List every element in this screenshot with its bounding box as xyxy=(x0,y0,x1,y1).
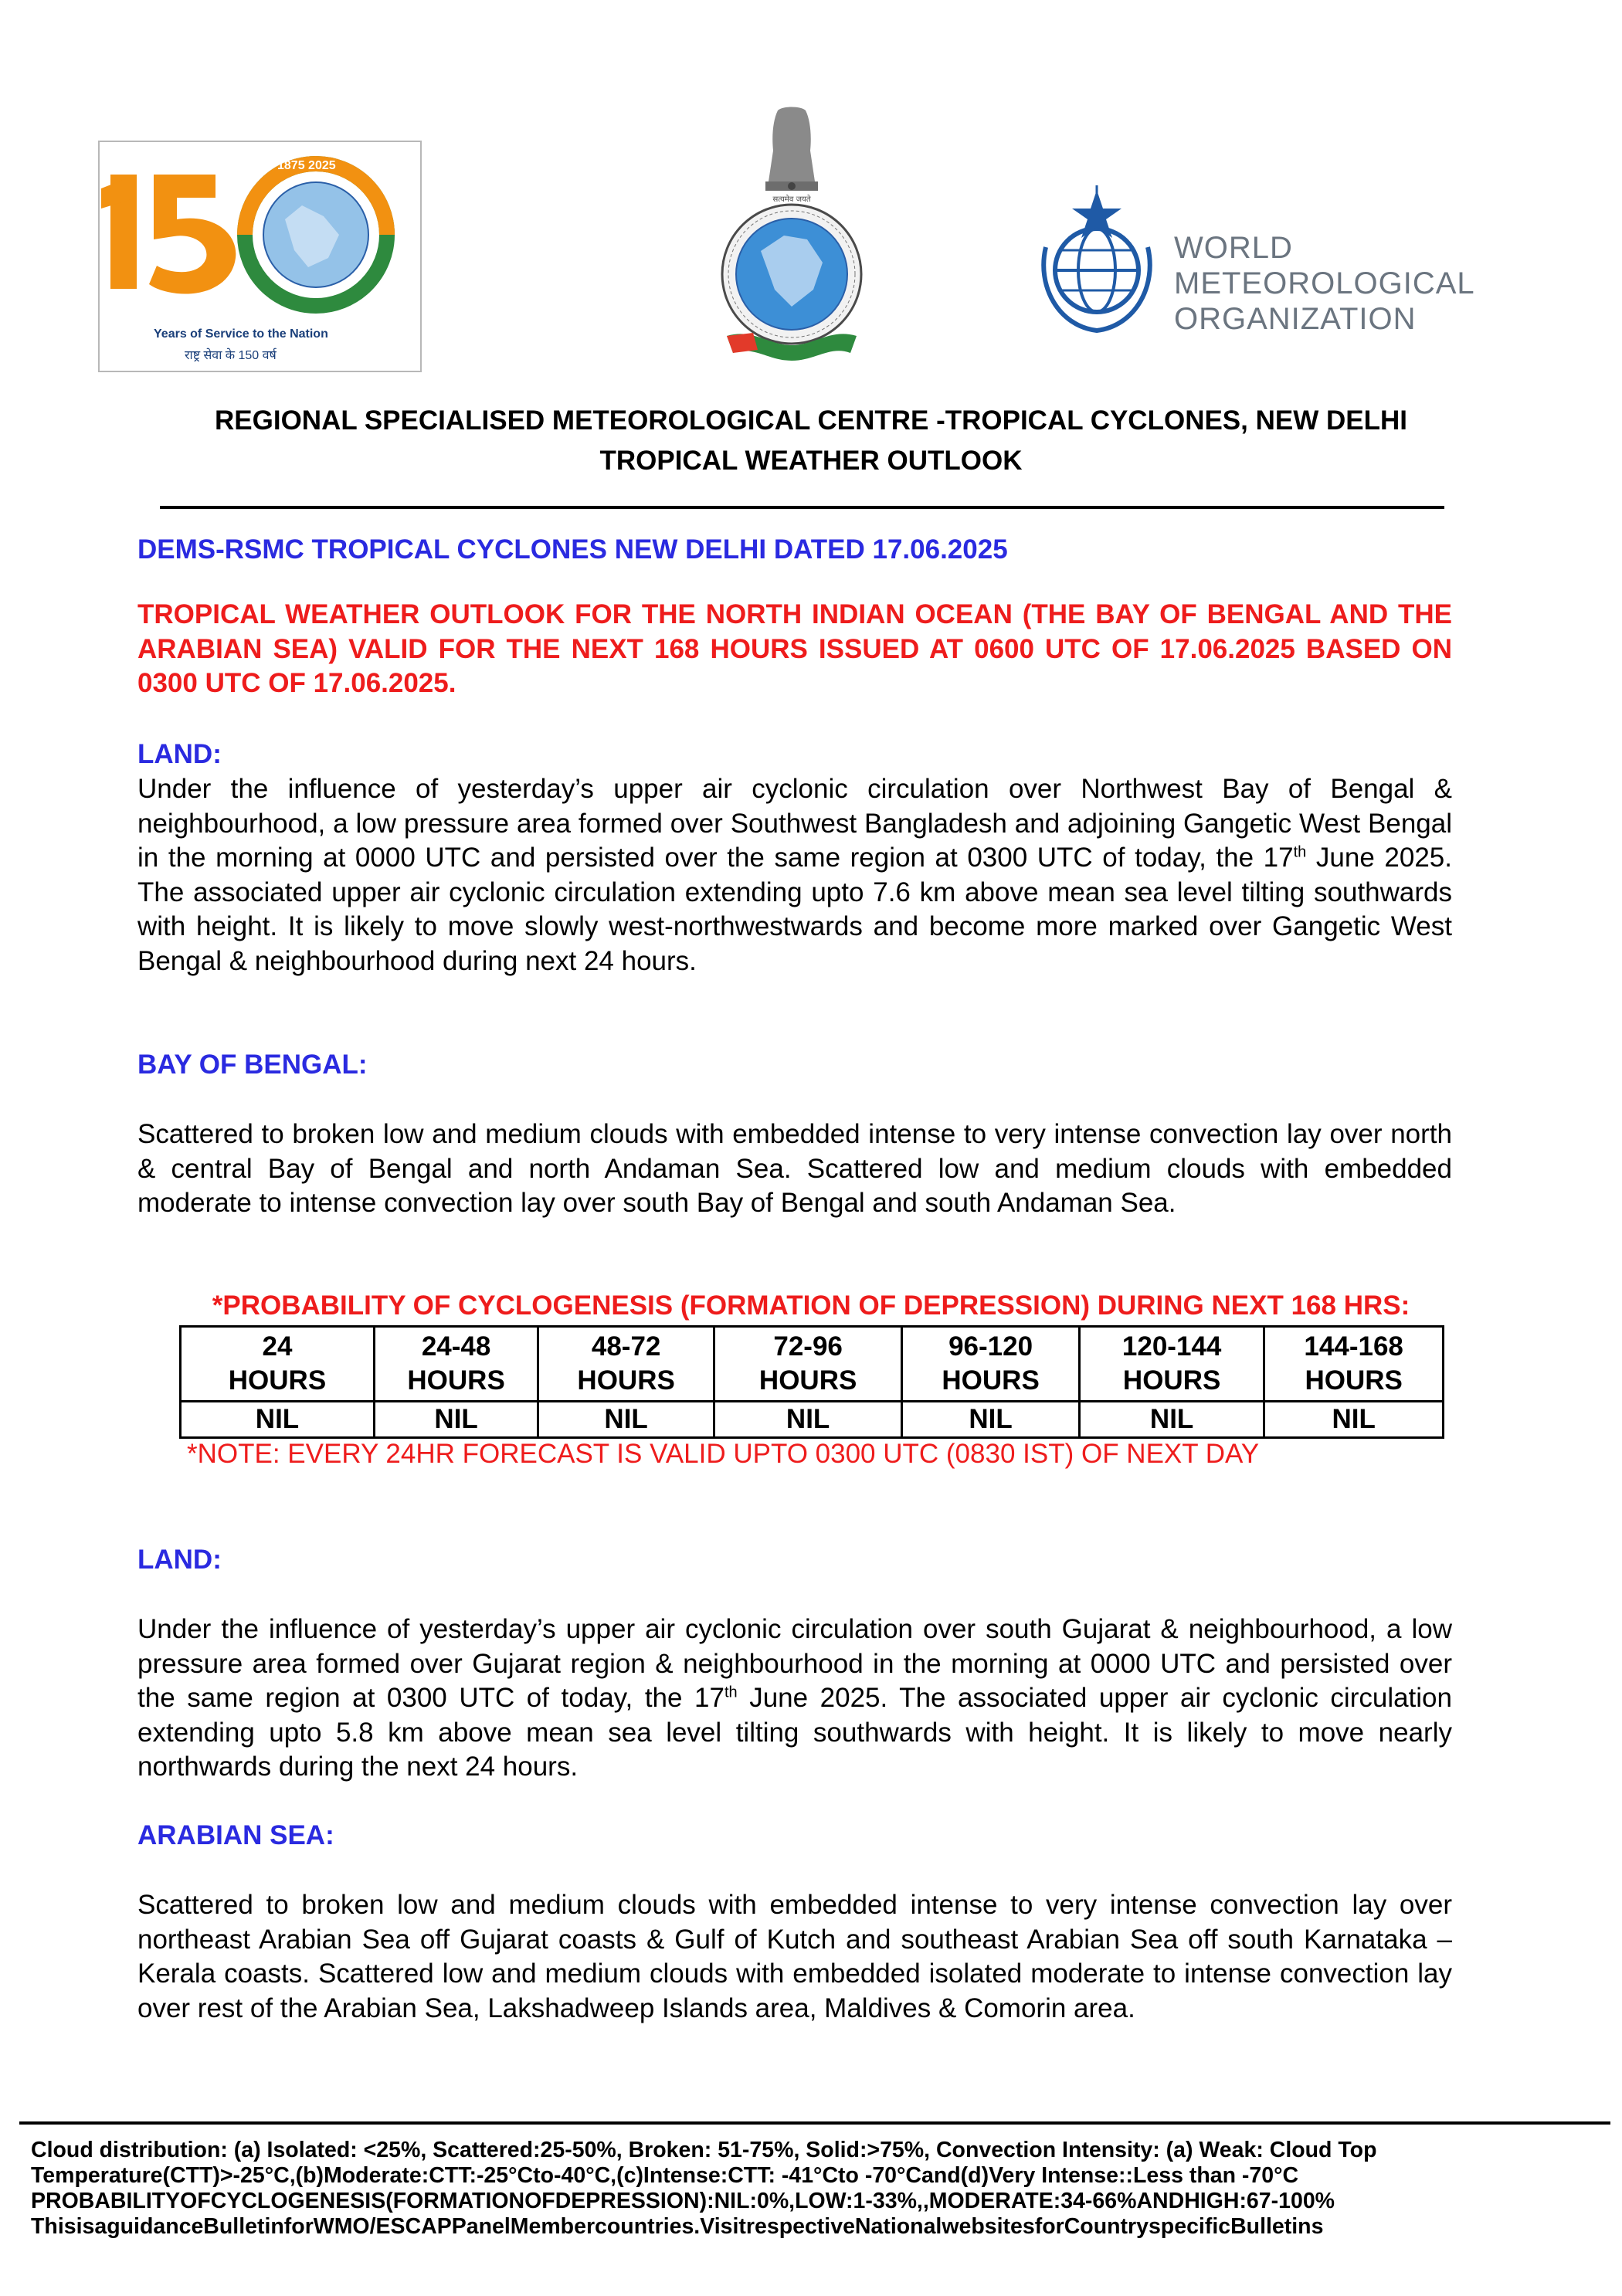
cyclogenesis-probability-title: *PROBABILITY OF CYCLOGENESIS (FORMATION OF DEPRESSION) DURING NEXT 168 HRS: xyxy=(212,1290,1410,1321)
header-range: 120-144 xyxy=(1121,1331,1222,1362)
header-unit: HOURS xyxy=(1122,1365,1221,1396)
header-range: 48-72 xyxy=(591,1331,661,1362)
probability-header-cell xyxy=(538,1327,714,1402)
header-unit: HOURS xyxy=(407,1365,505,1396)
wmo-name-line2: METEOROLOGICAL xyxy=(1174,266,1475,300)
wmo-emblem-graphic xyxy=(1035,185,1166,348)
logo-years-text: 1875 2025 xyxy=(277,159,336,172)
forecast-validity-note: *NOTE: EVERY 24HR FORECAST IS VALID UPTO 0300 UTC (0830 IST) OF NEXT DAY xyxy=(187,1439,1260,1469)
section-arabian-sea-text: Scattered to broken low and medium clouds with embedded intense to very intense convection lay over northeast Arabian Sea off Gujarat coasts & Gulf of Kutch and southeast Arabian Sea off south Karnataka – Kerala coasts. Scattered low and medium clouds with embedded isolated moderate to intense convection lay over rest of the Arabian Sea, Lakshadweep Islands area, Maldives & Comorin area. xyxy=(137,1890,1452,2023)
probability-header-row xyxy=(181,1327,1444,1402)
section-arabian-sea-heading: ARABIAN SEA: xyxy=(137,1820,334,1850)
section-bay-of-bengal-text: Scattered to broken low and medium clouds with embedded intense to very intense convection lay over north & central Bay of Bengal and north Andaman Sea. Scattered low and medium clouds with embedded moderate to intense convection lay over south Bay of Bengal and south Andaman Sea. xyxy=(137,1119,1452,1218)
section-bay-of-bengal-heading: BAY OF BENGAL: xyxy=(137,1050,368,1080)
wmo-name-line1: WORLD xyxy=(1174,231,1293,265)
probability-header-cell xyxy=(1079,1327,1264,1402)
section-land-2-text xyxy=(137,1613,1452,1785)
header-unit: HOURS xyxy=(577,1365,675,1396)
bulletin-dated: DEMS-RSMC TROPICAL CYCLONES NEW DELHI DATED 17.06.2025 xyxy=(137,534,1008,565)
section-land-sup: th xyxy=(1293,843,1307,861)
probability-value-cell: NIL xyxy=(902,1402,1080,1438)
probability-value-cell: NIL xyxy=(181,1402,375,1438)
probability-header-cell xyxy=(1264,1327,1444,1402)
probability-values-row xyxy=(181,1402,1444,1438)
section-land-2-text-b: June 2025. The associated upper air cyclonic circulation extending upto 5.8 km above mean sea level tilting southwards with height. It is likely to move nearly northwards during the next 24 hours. xyxy=(137,1683,1452,1782)
wmo-name-line3: ORGANIZATION xyxy=(1174,302,1417,336)
probability-value-cell: NIL xyxy=(538,1402,714,1438)
section-land-2-heading: LAND: xyxy=(137,1545,222,1575)
section-land-heading: LAND: xyxy=(137,739,222,769)
header-title-line1: REGIONAL SPECIALISED METEOROLOGICAL CENTRE -TROPICAL CYCLONES, NEW DELHI xyxy=(215,405,1407,436)
logo-tagline-hi: राष्ट्र सेवा के 150 वर्ष xyxy=(185,349,277,362)
probability-header-cell xyxy=(181,1327,375,1402)
cyclogenesis-probability-table xyxy=(179,1325,1444,1439)
wmo-name xyxy=(1174,230,1475,337)
footer-divider xyxy=(19,2121,1610,2125)
footer-line-2: Temperature(CTT)>-25°C,(b)Moderate:CTT:-25°Cto-40°C,(c)Intense:CTT: -41°Cto -70°Cand(d)Very Intense::Less than -70°C xyxy=(31,2163,1299,2188)
emblem-graphic xyxy=(707,104,877,367)
header-divider xyxy=(160,506,1444,509)
header-range: 96-120 xyxy=(948,1331,1033,1362)
wmo-logo xyxy=(1035,185,1475,348)
probability-header-cell xyxy=(714,1327,902,1402)
header-range: 144-168 xyxy=(1304,1331,1403,1362)
section-land-text xyxy=(137,772,1452,978)
svg-text:सत्यमेव जयते: सत्यमेव जयते xyxy=(772,195,811,204)
probability-value-cell: NIL xyxy=(714,1402,902,1438)
probability-value-cell: NIL xyxy=(1264,1402,1444,1438)
section-land-text-a: Under the influence of yesterday’s upper air cyclonic circulation over Northwest Bay of Bengal & neighbourhood, a low pressure area formed over Southwest Bangladesh and adjoining Gangetic West Bengal in the morning at 0000 UTC and persisted over the same region at 0300 UTC of today, the 17 xyxy=(137,774,1452,873)
probability-header-cell xyxy=(374,1327,538,1402)
section-land-2-sup: th xyxy=(724,1684,738,1701)
probability-value-cell: NIL xyxy=(1079,1402,1264,1438)
footer-line-1: Cloud distribution: (a) Isolated: <25%, Scattered:25-50%, Broken: 51-75%, Solid:>75%, Convection Intensity: (a) Weak: Cloud Top xyxy=(31,2138,1377,2162)
probability-value-cell: NIL xyxy=(374,1402,538,1438)
imd-national-emblem-logo xyxy=(707,104,877,367)
header-title-line2: TROPICAL WEATHER OUTLOOK xyxy=(599,446,1023,476)
logo-tagline-en: Years of Service to the Nation xyxy=(154,327,328,341)
section-land-2-text-a: Under the influence of yesterday’s upper air cyclonic circulation over south Gujarat & neighbourhood, a low pressure area formed over Gujarat region & neighbourhood in the morning at 0000 UTC and persisted over the same region at 0300 UTC of today, the 17 xyxy=(137,1614,1452,1713)
header-range: 24-48 xyxy=(421,1331,491,1362)
header-range: 24 xyxy=(262,1331,293,1362)
header-range: 72-96 xyxy=(773,1331,843,1362)
section-land-text-b: June 2025. The associated upper air cyclonic circulation extending upto 7.6 km above mean sea level tilting southwards with height. It is likely to move slowly west-northwestwards and become more marked over Gangetic West Bengal & neighbourhood during next 24 hours. xyxy=(137,843,1452,976)
header-unit: HOURS xyxy=(228,1365,327,1396)
footer-line-4: ThisisaguidanceBulletinforWMO/ESCAPPanelMembercountries.VisitrespectiveNationalwebsitesforCountryspecificBulletins xyxy=(31,2214,1324,2239)
header-unit: HOURS xyxy=(758,1365,857,1396)
header-unit: HOURS xyxy=(942,1365,1040,1396)
imd-150-years-logo xyxy=(98,141,422,372)
footer-line-3: PROBABILITYOFCYCLOGENESIS(FORMATIONOFDEPRESSION):NIL:0%,LOW:1-33%,,MODERATE:34-66%ANDHIGH:67-100% xyxy=(31,2189,1335,2213)
probability-header-cell xyxy=(902,1327,1080,1402)
header-unit: HOURS xyxy=(1305,1365,1403,1396)
outlook-statement: TROPICAL WEATHER OUTLOOK FOR THE NORTH INDIAN OCEAN (THE BAY OF BENGAL AND THE ARABIAN SEA) VALID FOR THE NEXT 168 HOURS ISSUED AT 0600 UTC OF 17.06.2025 BASED ON 0300 UTC OF 17.06.2025. xyxy=(137,599,1452,698)
